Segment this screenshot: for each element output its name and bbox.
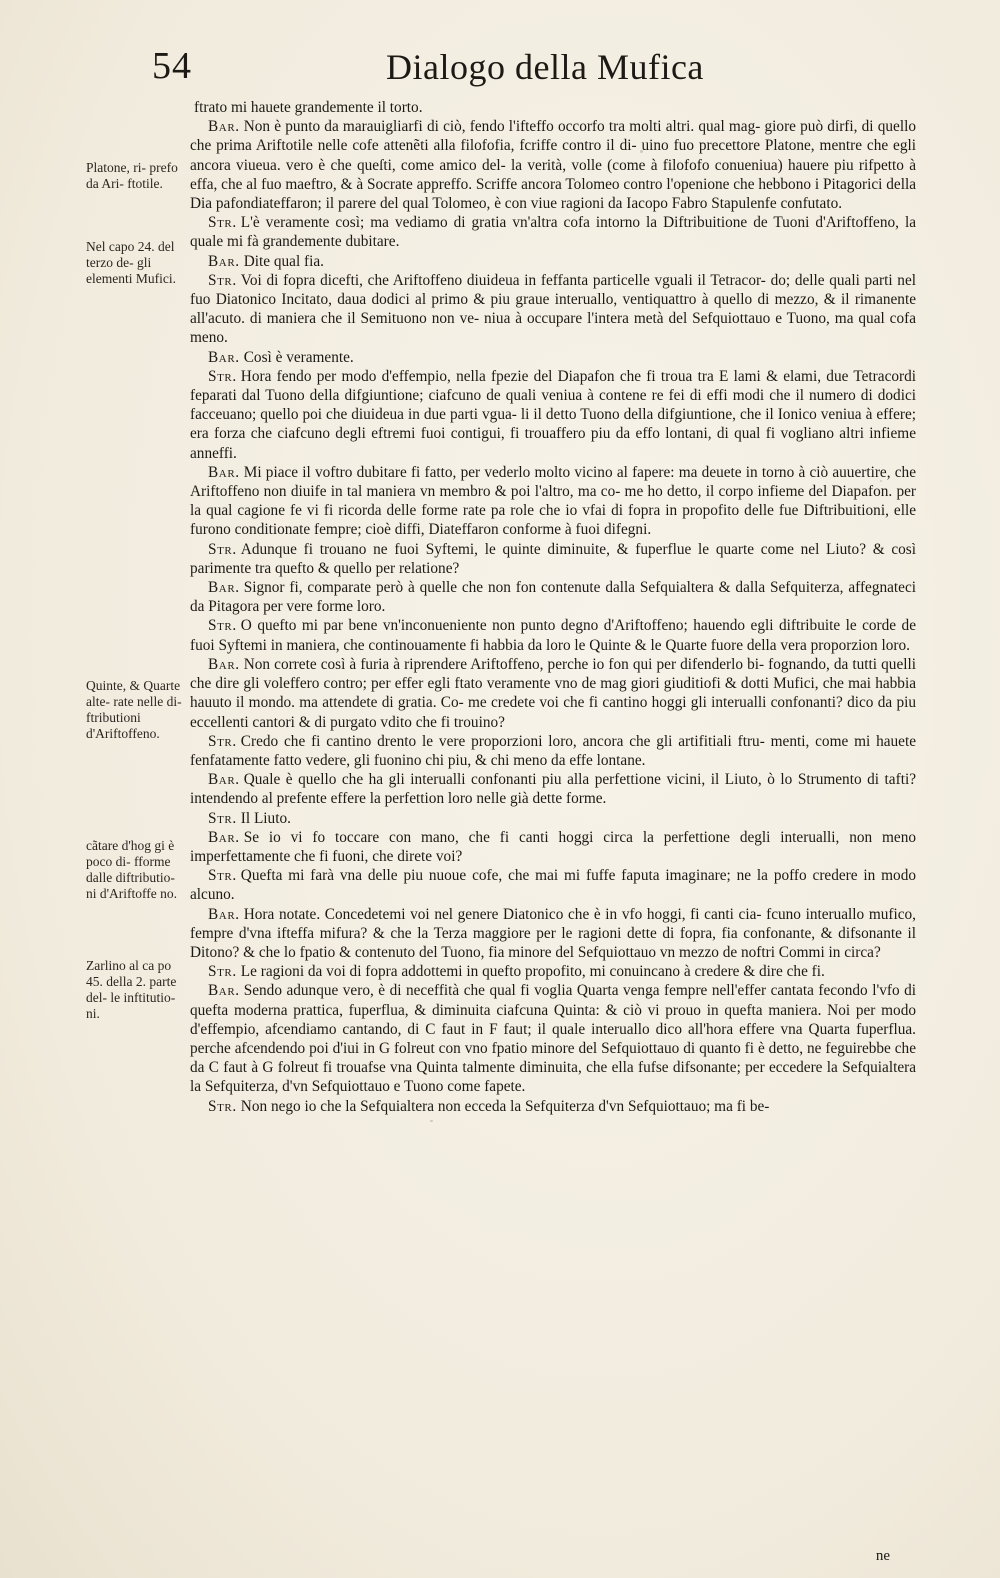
paragraph-text: Sendo adunque vero, è di neceffità che qual fi voglia Quarta venga fempre nell'effer cantata fecondo l'vfo di quefta moderna prattica, fuperflua, & diminuita ciafcuna Quinta: & ciò vi prouo in quefta maniera. Noi per modo d'effempio, afcendiamo cantando, di C faut in F faut; il quale interuallo dico all'hora effere vna Quarta fuperflua. perche afcendendo poi d'iui in G folreut con vno fpatio minore del Sefquiottauo di quanto fi è detto, ne feguirebbe che da C faut à G folreut fi trouafse vna Quinta talmente diminuita, che ella fufse difsonante; per eccedere la Sefquialtera la Sefquiterza, d'vn Sefquiottauo e Tuono come fapete. bbox=[190, 982, 916, 1096]
speaker-label: Str. bbox=[208, 1097, 237, 1115]
paragraph-text: Hora fendo per modo d'effempio, nella fpezie del Diapafon che fi troua tra E lami & elami, due Tetracordi feparati dal Tuono della difgiuntione; ciafcuno de quali veniua à contene re fei di effi modi che il numero di dodici facceuano; quello poi che diuideua in due parti vgua- li il detto Tuono della difgiuntione, che il Ionico veniua à effere; era forza che ciafcuno degli eftremi fuoi contigui, fi trouaffero piu da effo lontani, di qual fi vogliano altri infieme anneffi. bbox=[190, 367, 916, 462]
paragraph-text: Così è veramente. bbox=[243, 348, 354, 366]
paragraph-text: Non correte così à furia à riprendere Ariftoffeno, perche io fon qui per difenderlo bi- fognando, da tutti quelli che dire gli voleffero contro; per effer egli ftato veramente vno de mag giori giuditiofi & dotti Mufici, che mai habbia hauuto il mondo. ma attendete di gratia. Co- me credete voi che fi cantino hoggi gli interualli confonanti? dico da piu eccellenti cantori & di purgato vdito che fi trouino? bbox=[190, 655, 916, 731]
paragraph-text: O quefto mi par bene vn'inconueniente non punto degno d'Ariftoffeno; hauendo egli diftribuite le corde de fuoi Syftemi in maniera, che continouamente fi habbia da loro le Quinte & le Quarte fuore della vera proporzion loro. bbox=[190, 617, 916, 654]
speaker-label: Bar. bbox=[208, 828, 240, 846]
paragraph-text: Signor fi, comparate però à quelle che non fon contenute dalla Sefquialtera & dalla Sefquiterza, affegnateci da Pitagora per vere forme loro. bbox=[190, 579, 916, 616]
paragraph-text: Dite qual fia. bbox=[243, 252, 324, 270]
speaker-label: Bar. bbox=[208, 118, 240, 136]
paper-speck bbox=[880, 480, 882, 482]
speaker-label: Str. bbox=[208, 867, 237, 885]
paragraph-text: Voi di fopra dicefti, che Ariftoffeno diuideua in feffanta particelle vguali il Tetracor- do; delle quali parti nel fuo Diatonico Incitato, daua dodici al primo & piu graue interuallo, ventiquattro à quello di mezzo, & il rimanente all'acuto. di maniera che il Semituono non ve- niua à occupare l'intera metà del Sefquiottauo e Tuono, ma qual cofa meno. bbox=[190, 271, 916, 347]
dialogue-paragraph bbox=[190, 271, 916, 348]
dialogue-paragraph bbox=[190, 962, 916, 981]
speaker-label: Bar. bbox=[208, 982, 240, 1000]
dialogue-paragraph bbox=[190, 213, 916, 251]
dialogue-paragraph bbox=[190, 348, 916, 367]
dialogue-paragraph bbox=[190, 367, 916, 463]
dialogue-paragraph bbox=[190, 905, 916, 963]
margin-note: Nel capo 24. del terzo de- gli elementi Mufici. bbox=[86, 239, 176, 286]
speaker-label: Str. bbox=[208, 809, 237, 827]
dialogue-paragraph bbox=[190, 616, 916, 654]
margin-note: Platone, ri- prefo da Ari- ftotile. bbox=[86, 160, 178, 191]
paragraph-text: Se io vi fo toccare con mano, che fi canti hoggi circa la perfettione degli interualli, non meno imperfettamente che fi fuoni, che direte voi? bbox=[190, 828, 916, 865]
speaker-label: Bar. bbox=[208, 252, 240, 270]
page-number: 54 bbox=[152, 45, 192, 87]
paper-speck bbox=[430, 1120, 433, 1122]
dialogue-paragraph bbox=[190, 1097, 916, 1116]
margin-note: cãtare d'hog gi è poco di- fforme dalle diftributio- ni d'Ariftoffe no. bbox=[86, 838, 178, 901]
paragraph-text: Hora notate. Concedetemi voi nel genere Diatonico che è in vfo hoggi, fi canti cia- fcuno interuallo mufico, fempre d'vna ifteffa mifura? & che la Terza maggiore per le ragioni dette di fopra, fia confonante, & difsonante il Ditono? & che lo fpatio & contenuto del Tuono, fia minore del Sefquiottauo vn mezzo de noftri Commi in circa? bbox=[190, 905, 916, 961]
speaker-label: Str. bbox=[208, 963, 237, 981]
dialogue-paragraph bbox=[190, 98, 916, 117]
speaker-label: Bar. bbox=[208, 771, 240, 789]
speaker-label: Bar. bbox=[208, 348, 240, 366]
speaker-label: Str. bbox=[208, 367, 237, 385]
paragraph-text: Mi piace il voftro dubitare fi fatto, per vederlo molto vicino al fapere: ma deuete in torno à ciò auuertire, che Ariftoffeno non diuife in tal maniera vn membro & poi l'altro, ma co- me ho detto, il corpo infieme del Diapafon. per la qual cagione fe vi fi ricorda delle forme rate pa role che io vfai di fopra in propofito delle fue Diftribuitioni, elle furono conditionate fempre; cioè diffi, Diateffaron conforme à fuoi difegni. bbox=[190, 463, 916, 539]
margin-note: Zarlino al ca po 45. della 2. parte del- le inftitutio- ni. bbox=[86, 958, 177, 1021]
paragraph-text: Quale è quello che ha gli interualli confonanti piu alla perfettione vicini, il Liuto, ò lo Strumento di tafti? intendendo al prefente effere la perfettion loro nelle già dette forme. bbox=[190, 771, 916, 808]
margin-note: Quinte, & Quarte alte- rate nelle di- ftributioni d'Ariftoffeno. bbox=[86, 678, 182, 741]
paragraph-text: Il Liuto. bbox=[240, 809, 291, 827]
paragraph-text: L'è veramente così; ma vediamo di gratia vn'altra cofa intorno la Diftribuitione de Tuoni d'Ariftoffeno, la quale mi fà grandemente dubitare. bbox=[190, 214, 916, 251]
paragraph-text: ftrato mi hauete grandemente il torto. bbox=[194, 99, 423, 116]
dialogue-paragraph bbox=[190, 770, 916, 808]
paragraph-text: Non nego io che la Sefquialtera non ecceda la Sefquiterza d'vn Sefquiottauo; ma fi be- bbox=[240, 1097, 770, 1115]
speaker-label: Str. bbox=[208, 540, 237, 558]
dialogue-paragraph bbox=[190, 866, 916, 904]
dialogue-paragraph bbox=[190, 655, 916, 732]
dialogue-paragraph bbox=[190, 463, 916, 540]
dialogue-paragraph bbox=[190, 828, 916, 866]
paper-speck bbox=[640, 150, 643, 153]
paragraph-text: Credo che fi cantino drento le vere proporzioni loro, ancora che gli artifitiali ftru- menti, come mi hauete fenfatamente fatto vedere, gli fuonino chi piu, & chi meno da effe lontane. bbox=[190, 732, 916, 769]
speaker-label: Str. bbox=[208, 271, 237, 289]
dialogue-paragraph bbox=[190, 540, 916, 578]
speaker-label: Bar. bbox=[208, 655, 240, 673]
dialogue-paragraph bbox=[190, 117, 916, 213]
catchword: ne bbox=[875, 1548, 890, 1564]
paragraph-text: Non è punto da marauigliarfi di ciò, fendo l'ifteffo occorfo tra molti altri. qual mag- giore può dirfi, di quello che prima Ariftotile nelle cofe attenẽti alla filofofia, fcriffe contro il di- uino fuo precettore Platone, mentre che egli ancora viueua. vero è che queſti, come amico del- la verità, volle (come à filofofo conueniua) hauere piu rifpetto à effa, che al fuo maeftro, & à Socrate appreffo. Scriffe ancora Tolomeo contro l'openione che hebbono i Pitagorici della Dia pafondiateffaron; il parere del qual Tolomeo, è con viue ragioni da Iacopo Fabro Stapulenfe confutato. bbox=[190, 118, 916, 213]
speaker-label: Bar. bbox=[208, 905, 240, 923]
dialogue-paragraph bbox=[190, 732, 916, 770]
dialogue-paragraph bbox=[190, 252, 916, 271]
speaker-label: Str. bbox=[208, 617, 237, 635]
paragraph-text: Le ragioni da voi di fopra addottemi in quefto propofito, mi conuincano à credere & dire che fi. bbox=[240, 963, 825, 981]
speaker-label: Bar. bbox=[208, 463, 240, 481]
speaker-label: Bar. bbox=[208, 579, 240, 597]
running-title: Dialogo della Mufica bbox=[386, 47, 704, 87]
dialogue-paragraph bbox=[190, 578, 916, 616]
paragraph-text: Adunque fi trouano ne fuoi Syftemi, le quinte diminuite, & fuperflue le quarte come nel Liuto? & così parimente tra quefto & quello per relatione? bbox=[190, 540, 916, 577]
dialogue-body bbox=[190, 98, 916, 1116]
dialogue-paragraph bbox=[190, 981, 916, 1096]
paragraph-text: Quefta mi farà vna delle piu nuoue cofe, che mai mi fuffe faputa imaginare; ne la poffo credere in modo alcuno. bbox=[190, 867, 916, 904]
dialogue-paragraph bbox=[190, 809, 916, 828]
speaker-label: Str. bbox=[208, 732, 237, 750]
speaker-label: Str. bbox=[208, 214, 237, 232]
